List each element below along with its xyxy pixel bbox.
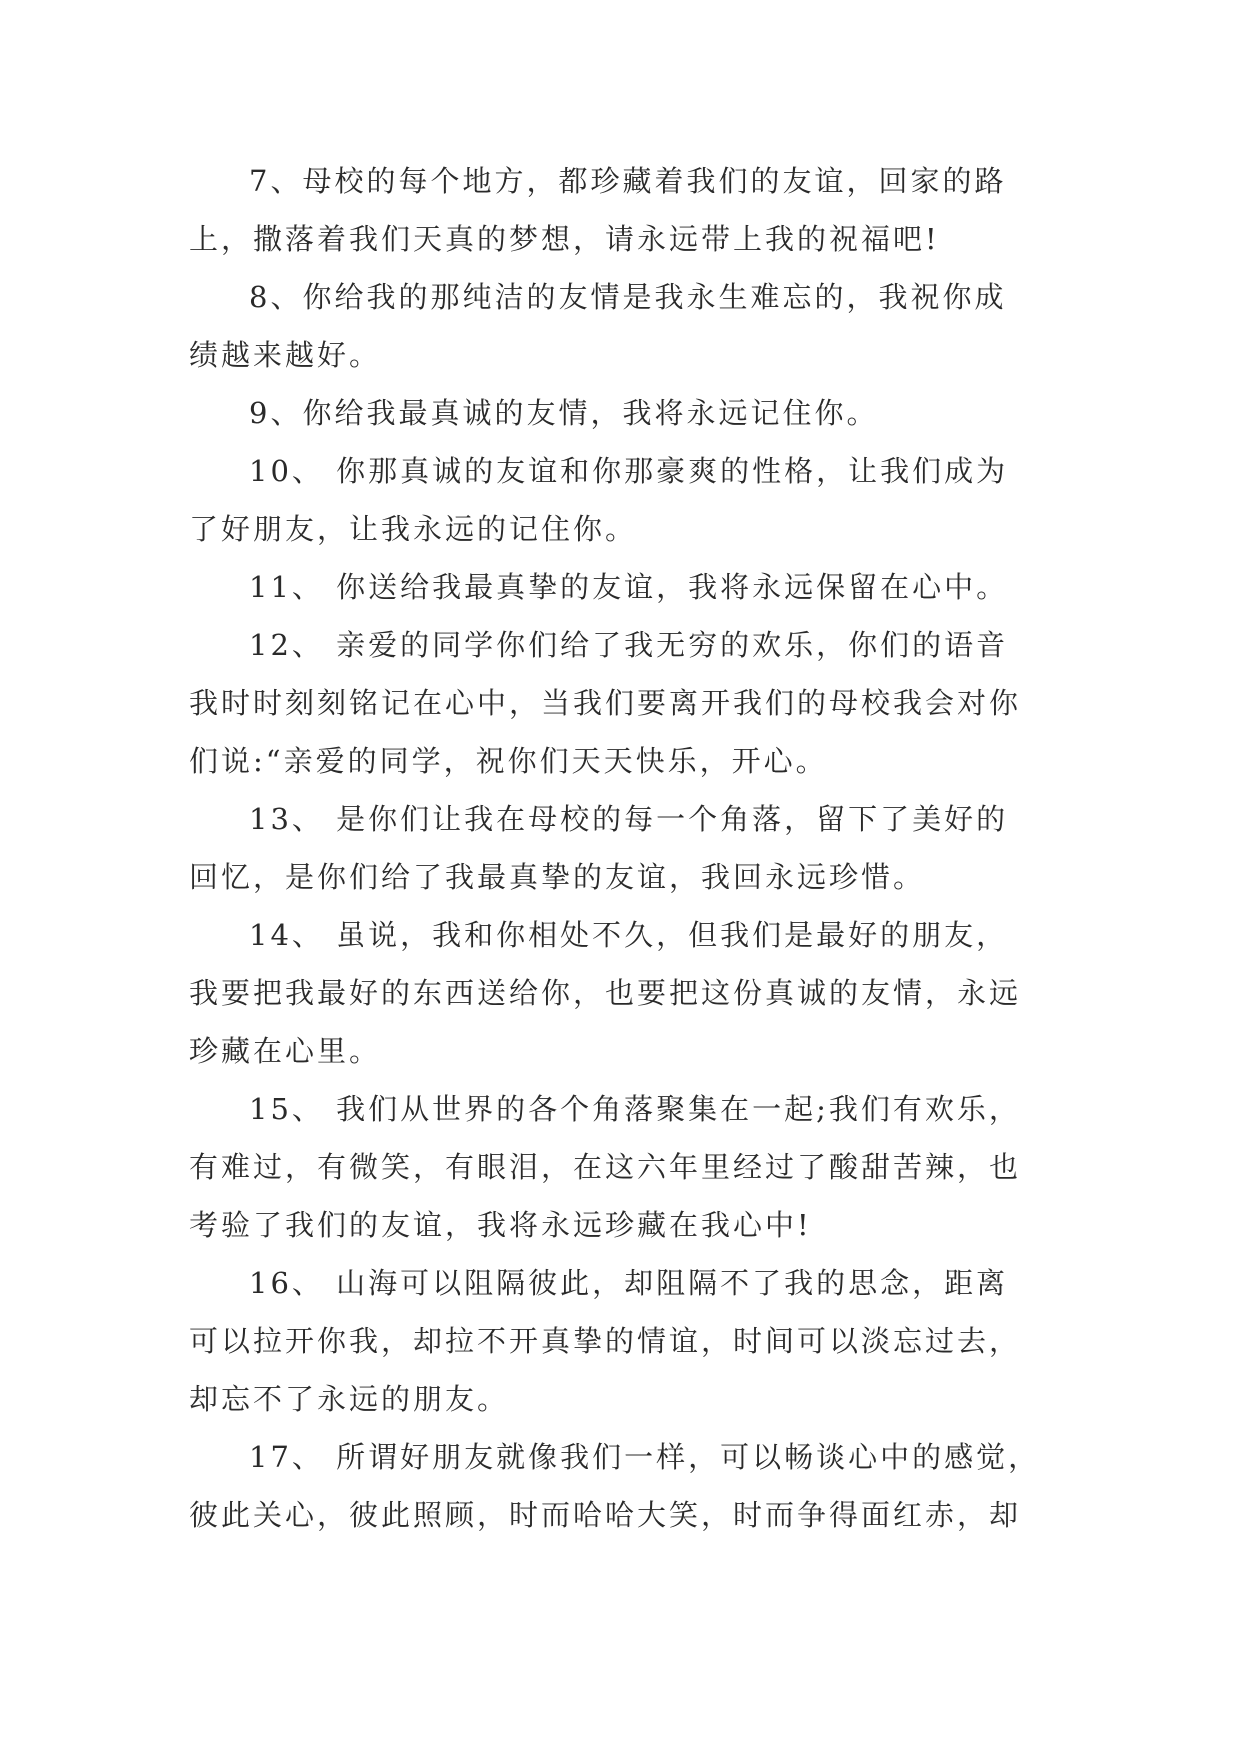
paragraph-line: 9、你给我最真诚的友情，我将永远记住你。 (249, 396, 879, 430)
paragraph-line: 8、你给我的那纯洁的友情是我永生难忘的，我祝你成 (249, 280, 1007, 314)
paragraph-8 (189, 268, 1059, 384)
paragraph-16 (189, 1254, 1059, 1428)
paragraph-line: 10、 你那真诚的友谊和你那豪爽的性格，让我们成为 (249, 454, 1009, 488)
paragraph-line: 7、母校的每个地方，都珍藏着我们的友谊，回家的路 (249, 164, 1007, 198)
paragraph-10 (189, 442, 1059, 558)
paragraph-11 (189, 558, 1059, 616)
paragraph-line: 有难过，有微笑，有眼泪，在这六年里经过了酸甜苦辣，也 (189, 1150, 1022, 1184)
paragraph-line: 13、 是你们让我在母校的每一个角落，留下了美好的 (249, 802, 1009, 836)
paragraph-17 (189, 1428, 1059, 1544)
paragraph-line: 我时时刻刻铭记在心中，当我们要离开我们的母校我会对你 (189, 686, 1022, 720)
paragraph-line: 们说:“亲爱的同学，祝你们天天快乐，开心。 (189, 744, 828, 778)
paragraph-line: 回忆，是你们给了我最真挚的友谊，我回永远珍惜。 (189, 860, 926, 894)
paragraph-line: 彼此关心，彼此照顾，时而哈哈大笑，时而争得面红赤，却 (189, 1498, 1022, 1532)
paragraph-line: 绩越来越好。 (189, 338, 382, 372)
paragraph-line: 上，撒落着我们天真的梦想，请永远带上我的祝福吧! (189, 222, 940, 256)
paragraph-12 (189, 616, 1059, 790)
paragraph-line: 考验了我们的友谊，我将永远珍藏在我心中! (189, 1208, 812, 1242)
paragraph-line: 珍藏在心里。 (189, 1034, 382, 1068)
paragraph-15 (189, 1080, 1059, 1254)
document-body (189, 152, 1059, 1544)
paragraph-7 (189, 152, 1059, 268)
paragraph-14 (189, 906, 1059, 1080)
paragraph-line: 15、 我们从世界的各个角落聚集在一起;我们有欢乐， (249, 1092, 1021, 1126)
paragraph-line: 16、 山海可以阻隔彼此，却阻隔不了我的思念，距离 (249, 1266, 1009, 1300)
paragraph-9 (189, 384, 1059, 442)
paragraph-13 (189, 790, 1059, 906)
paragraph-line: 却忘不了永远的朋友。 (189, 1382, 510, 1416)
paragraph-line: 可以拉开你我，却拉不开真挚的情谊，时间可以淡忘过去， (189, 1324, 1022, 1358)
paragraph-line: 14、 虽说，我和你相处不久，但我们是最好的朋友， (249, 918, 1009, 952)
paragraph-line: 12、 亲爱的同学你们给了我无穷的欢乐，你们的语音 (249, 628, 1009, 662)
paragraph-line: 我要把我最好的东西送给你，也要把这份真诚的友情，永远 (189, 976, 1022, 1010)
paragraph-line: 11、 你送给我最真挚的友谊，我将永远保留在心中。 (249, 570, 1009, 604)
paragraph-line: 了好朋友，让我永远的记住你。 (189, 512, 638, 546)
paragraph-line: 17、 所谓好朋友就像我们一样，可以畅谈心中的感觉， (249, 1440, 1041, 1474)
